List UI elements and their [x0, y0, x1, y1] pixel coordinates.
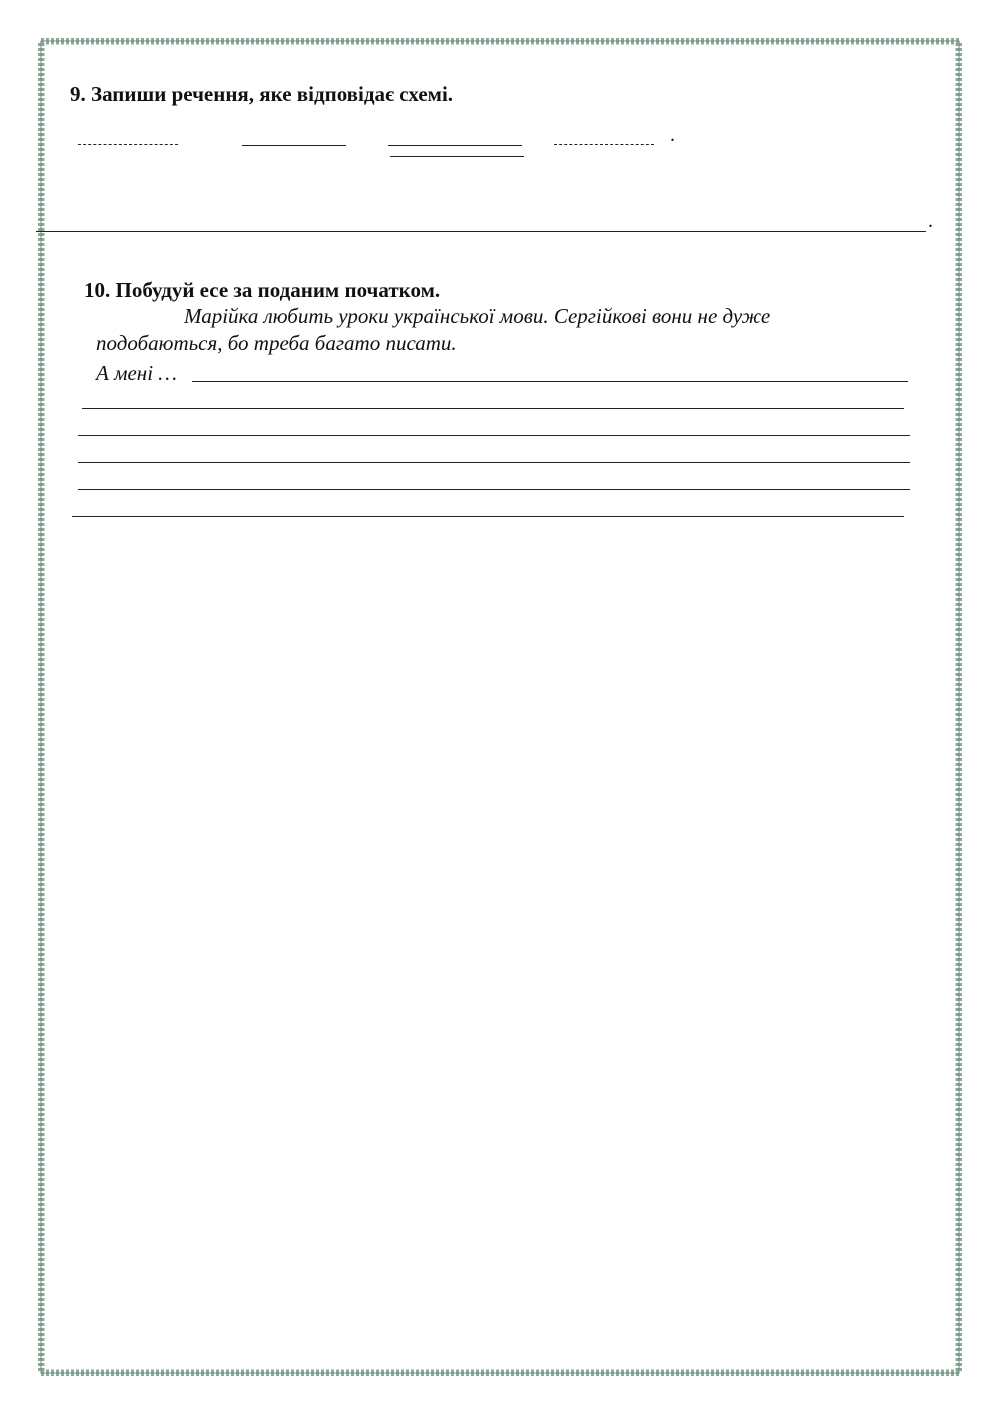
decorative-page-border — [38, 38, 962, 1376]
essay-prompt-line-3: А мені … — [96, 361, 177, 385]
essay-writing-line[interactable] — [78, 489, 910, 490]
scheme-subject-dashed — [78, 144, 178, 145]
essay-prompt-line-2: подобаються, бо треба багато писати. — [96, 331, 457, 355]
essay-writing-line[interactable] — [78, 435, 910, 436]
task-9-title: 9. Запиши речення, яке відповідає схемі. — [70, 82, 454, 106]
essay-writing-line[interactable] — [82, 408, 904, 409]
scheme-object-dashed — [554, 144, 654, 145]
scheme-predicate-double-line-bottom — [390, 156, 524, 157]
scheme-predicate-double-line-top — [388, 145, 522, 146]
essay-writing-line[interactable] — [78, 462, 910, 463]
essay-prompt-line-1: Марійка любить уроки української мови. Сергійкові вони не дуже — [184, 304, 771, 328]
essay-writing-line[interactable] — [72, 516, 904, 517]
task-9-answer-line[interactable] — [36, 231, 926, 232]
answer-end-period: . — [928, 210, 933, 232]
task-10-title: 10. Побудуй есе за поданим початком. — [84, 278, 441, 302]
essay-writing-line[interactable] — [192, 381, 908, 382]
scheme-attribute-line — [242, 145, 346, 146]
scheme-end-period: . — [670, 124, 675, 146]
